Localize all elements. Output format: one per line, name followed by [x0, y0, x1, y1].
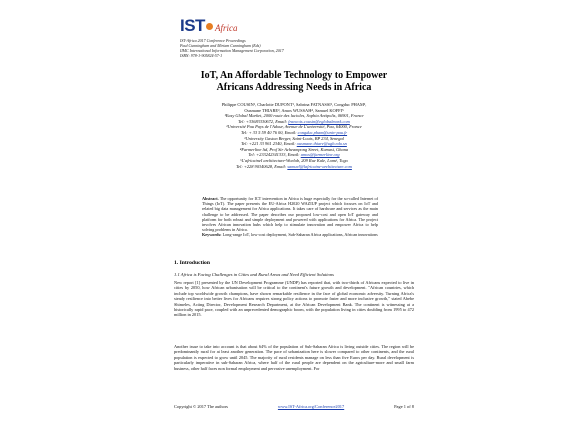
page-number: Page 1 of 8 [394, 404, 414, 409]
copyright-text: Copyright © 2017 The authors [174, 404, 228, 409]
affiliation-contact: Tel: + 33 5 59 40 76 00, Email: congduc.pham@univ-pau.fr [240, 129, 348, 135]
page-footer [174, 404, 414, 409]
keywords: Keywords: Long-range IoT, low-cost deployment, Sub-Saharan Africa applications, African innovations [202, 232, 378, 238]
author-names: Ousmane THIARE³, Amos WUSSAH⁴, Samuel KOFFI⁵ [244, 107, 344, 113]
title-line: IoT, An Affordable Technology to Empower [200, 70, 388, 81]
email-link[interactable]: amos@farmerline.org [300, 152, 340, 158]
affiliation: ⁵L'africaineI architecture-Woelab, 209 Rue Kale, Lomé, Togo [240, 157, 348, 163]
header-line: IIMC International Information Management Corporation, 2017 [180, 48, 284, 53]
header-line: IST-Africa 2017 Conference Proceedings [180, 38, 246, 43]
title-line: Africans Addressing Needs in Africa [216, 82, 372, 93]
email-link[interactable]: ousmane.thiare@ugb.edu.sn [296, 141, 347, 147]
affiliation: ³University Gaston Berger, Saint-Louis, BP 234, Senegal [244, 135, 344, 141]
abstract [202, 196, 378, 238]
header-line: Paul Cunningham and Miriam Cunningham (Eds) [180, 43, 261, 48]
keywords-label: Keywords: [202, 232, 222, 238]
paper-title [174, 70, 414, 94]
affiliation-contact: Tel: +221 33 961 2340, Email: ousmane.thiare@ugb.edu.sn [241, 141, 347, 147]
paper-page [160, 10, 420, 416]
logo-ist-text: IST [180, 16, 205, 35]
affiliation: ²Université Pau Pays de l'Adour, Avenue de L'université, Pau, 64000, France [226, 124, 362, 130]
logo-dot-icon [206, 23, 213, 30]
body-paragraph: Another issue to take into account is that about 64% of the population of Sub-Saharan Africa is living outside cities. The region will be predominantly rural for at least another generation. The pace of urbanization here is slower compared to other continents, and the rural population is expected to grow until 2045. The majority of rural residents manage on less than five Euros per day. Rural development is particularly imperative in sub-Saharan Africa, where half of the rural people are dependent on the agriculture-more and small farm business, other half faces non formal employment and pervasive unemployment. For [174, 344, 414, 371]
logo-africa-text: Africa [214, 23, 238, 33]
proceedings-header [180, 38, 410, 58]
affiliation: ¹Easy Global Market, 2000 route des lucioles, Sophia Antipolis, 06901, France [224, 113, 364, 119]
section-heading: 1. Introduction [174, 260, 210, 266]
conference-website-link[interactable]: www.IST-Africa.org/Conference2017 [277, 404, 345, 409]
header-line: ISBN: 978-1-905824-57-1 [180, 53, 223, 58]
affiliation-contact: Tel: +228 90340628, Email: samuel@lafricaine-architecture.com [236, 163, 352, 169]
affiliation-contact: Tel: +33683330672, Email: francois.cousin@eglobalmark.com [238, 118, 350, 124]
email-link[interactable]: francois.cousin@eglobalmark.com [288, 118, 350, 124]
affiliation-contact: Tel: +233242341333, Email: amos@farmerline.org [248, 152, 340, 158]
email-link[interactable]: samuel@lafricaine-architecture.com [287, 163, 352, 169]
affiliation: ⁴Farmerline ltd, Prof Sir Acheampong Street, Kumasi, Ghana [239, 146, 349, 152]
abstract-label: Abstract. [202, 196, 219, 201]
author-block [174, 102, 414, 169]
email-link[interactable]: congduc.pham@univ-pau.fr [297, 129, 348, 135]
body-paragraph: New report [1] presented by the UN Development Programme (UNDP) has reported that, with two-thirds of Africans expected to live in cities by 2050, how African urbanisation will be critical to the continent's future growth and development. "African countries, which include top worldwide growth champions, have shown remarkable resilience in the face of global economic adversity. Turning Africa's steady resilience into better lives for Africans requires strong policy actions to promote faster and more inclusive growth," stated Abebe Shimeles, Acting Director, Development Research Department, at the African Development Bank. The continent is witnessing at a historically rapid pace, coupled with an unprecedented demographic boom, with the population living in cities doubling from 1995 to 472 million in 2015. [174, 280, 414, 318]
author-names: Philippe COUSIN¹, Charlotte DUPONT¹, Sabrina FATNASSI¹, Congduc PHAM², [221, 102, 367, 107]
abstract-text: Abstract. The opportunity for ICT intervention in Africa is huge especially for the so-called Internet of Things (IoT). The paper presents the EU-Africa H2020 WAZIUP project which focuses on IoT and related big data management for Africa applications. It takes care of hardware and services as the main challenge to be addressed. The paper describes our proposed low-cost and open IoT gateway and platform for both robust and simple deployment and powered with applications for Africa. The project involves African innovation hubs which help to stimulate innovation and empower Africa to help solving problems in Africa. [202, 196, 378, 233]
ist-africa-logo [180, 16, 237, 36]
subsection-heading: 1.1 Africa is Facing Challenges in Cities and Rural Areas and Need Efficient Solutions [174, 272, 334, 277]
